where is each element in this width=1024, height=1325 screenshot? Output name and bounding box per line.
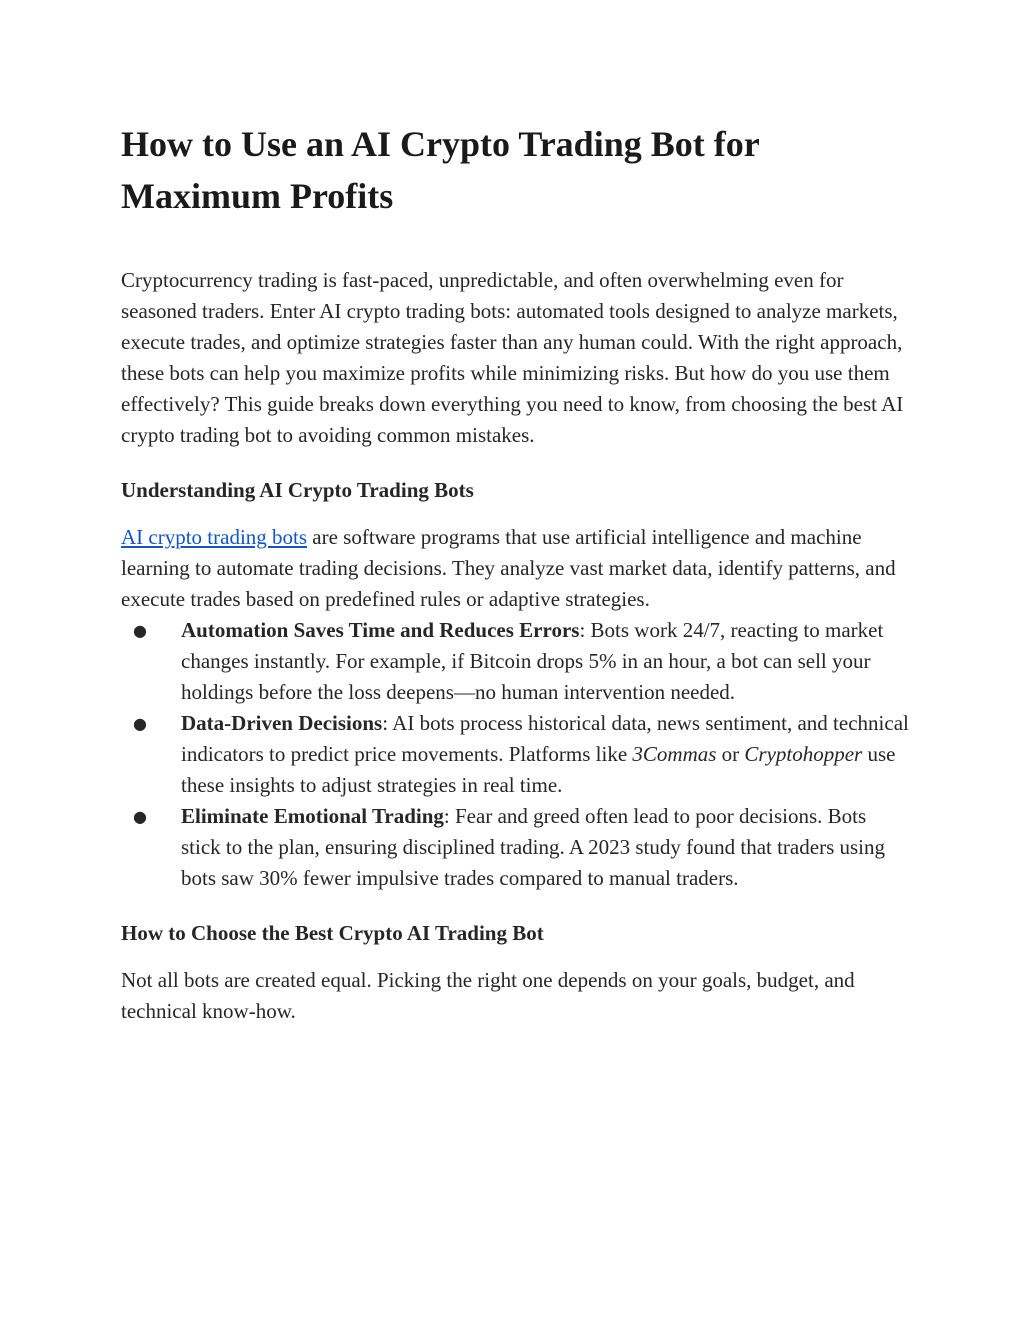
list-item: [121, 615, 911, 708]
bullet-text: : Fear and greed often lead to poor decisions. Bots stick to the plan, ensuring disciplined trading. A 2023 study found that traders using bots saw 30% fewer impulsive trades compared to manual traders.: [181, 804, 885, 890]
section-paragraph-choose: Not all bots are created equal. Picking the right one depends on your goals, budget, and technical know-how.: [121, 968, 855, 1023]
list-item: [121, 708, 911, 801]
bullet-icon: ●: [133, 621, 147, 640]
bullet-title: Automation Saves Time and Reduces Errors: [181, 618, 580, 642]
bullet-title: Data-Driven Decisions: [181, 711, 383, 735]
section-paragraph-understanding: [121, 522, 911, 615]
bullet-list: [121, 615, 911, 894]
platform-name: Cryptohopper: [744, 742, 863, 766]
paragraph-text: are software programs that use artificial intelligence and machine learning to automate trading decisions. They analyze vast market data, identify patterns, and execute trades based on predefined rules or adaptive strategies.: [121, 525, 896, 611]
section-heading-choose: How to Choose the Best Crypto AI Trading Bot: [121, 921, 544, 945]
section-heading-understanding: Understanding AI Crypto Trading Bots: [121, 478, 474, 502]
bullet-title: Eliminate Emotional Trading: [181, 804, 444, 828]
bullet-text: or: [716, 742, 745, 766]
bullet-text: : AI bots process historical data, news sentiment, and technical indicators to predict price movements. Platforms like: [181, 711, 909, 766]
document-page: [121, 118, 911, 1027]
intro-paragraph: Cryptocurrency trading is fast-paced, unpredictable, and often overwhelming even for seasoned traders. Enter AI crypto trading bots: automated tools designed to analyze markets, execute trades, and optimize strategies faster than any human could. With the right approach, these bots can help you maximize profits while minimizing risks. But how do you use them effectively? This guide breaks down everything you need to know, from choosing the best AI crypto trading bot to avoiding common mistakes.: [121, 268, 904, 447]
bullet-text: : Bots work 24/7, reacting to market changes instantly. For example, if Bitcoin drops 5% in an hour, a bot can sell your holdings before the loss deepens—no human intervention needed.: [181, 618, 884, 704]
bullet-icon: ●: [133, 807, 147, 826]
bullet-icon: ●: [133, 714, 147, 733]
list-item: [121, 801, 911, 894]
platform-name: 3Commas: [632, 742, 717, 766]
bullet-text: use these insights to adjust strategies in real time.: [181, 742, 896, 797]
ai-crypto-trading-bots-link[interactable]: AI crypto trading bots: [121, 525, 308, 549]
document-title: How to Use an AI Crypto Trading Bot for Maximum Profits: [121, 124, 760, 216]
